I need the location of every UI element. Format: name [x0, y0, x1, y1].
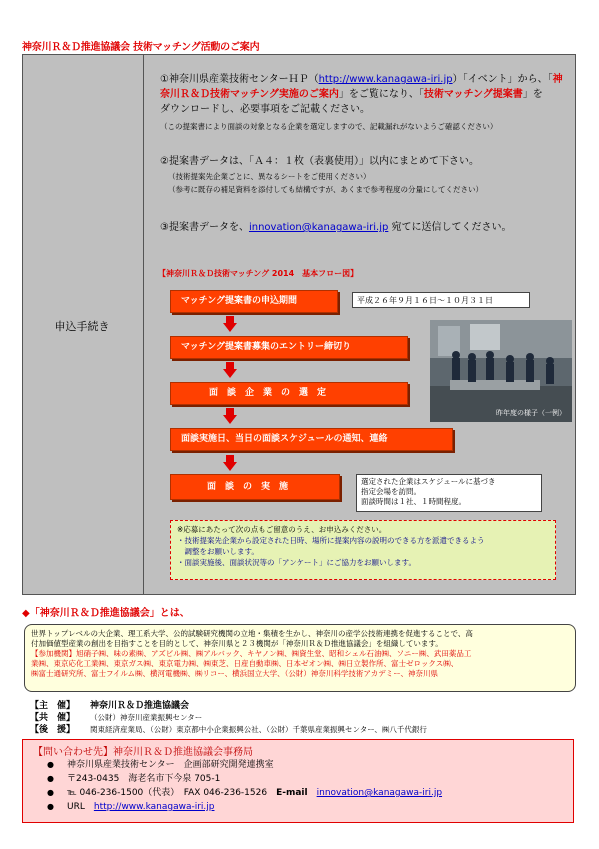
step2-note1: （技術提案先企業ごとに、異なるシートをご使用ください）: [168, 172, 371, 181]
bullet-icon: ●: [47, 774, 54, 783]
step2-note2: （参考に既存の補足資料を添付しても結構ですが、あくまで参考程度の分量にしてください）: [168, 185, 483, 194]
email-label: E-mail: [276, 788, 308, 798]
contact-address: 〒243-0435 海老名市下今泉 705-1: [67, 774, 221, 784]
down-arrow-icon: [223, 362, 237, 378]
bullet-icon: ●: [47, 760, 54, 769]
bullet-icon: ●: [47, 802, 54, 811]
flow-step-company-selection: 面 談 企 業 の 選 定: [170, 382, 408, 405]
iri-homepage-link[interactable]: http://www.kanagawa-iri.jp: [318, 74, 453, 85]
contact-email-link[interactable]: innovation@kanagawa-iri.jp: [316, 788, 443, 798]
flow-step-interview: 面 談 の 実 施: [170, 474, 340, 500]
contact-org: 神奈川県産業技術センター 企画部研究開発連携室: [67, 760, 274, 770]
notice-line: 調整をお願いします。: [177, 547, 259, 556]
support-label: 【後 援】: [30, 725, 76, 735]
step3-text-b: 宛てに送信してください。: [388, 222, 512, 233]
photo-caption: 昨年度の様子（一例）: [496, 409, 566, 417]
interview-detail-line: 指定会場を訪問。: [361, 487, 421, 496]
flow-arrow-2: [223, 362, 237, 378]
contact-title: [33, 743, 563, 758]
step1-line3: ダウンロードし、必要事項をご記載ください。: [160, 104, 370, 115]
member-list-line: ㈱富士通研究所、富士フイルム㈱、横河電機㈱、㈱リコー、横浜国立大学、（公財）神奈川科学技術アカデミー、神奈川県: [31, 669, 438, 678]
step1-line1: [160, 72, 563, 87]
contact-tel: ℡ 046-236-1500（代表） FAX 046-236-1526: [67, 788, 268, 798]
application-period-dates: 平成２６年９月１６日～１０月３１日: [352, 292, 530, 308]
url-label: URL: [67, 802, 85, 812]
contact-phone-line: [47, 786, 563, 800]
about-section-title: ◆「神奈川Ｒ＆Ｄ推進協議会」とは、: [22, 608, 190, 619]
interview-details-box: [356, 474, 542, 512]
flow-arrow-3: [223, 408, 237, 424]
step1-red-b: 奈川Ｒ＆Ｄ技術マッチング実施のご案内: [160, 89, 339, 100]
about-intro-box: [24, 624, 576, 692]
meeting-photo-image: [430, 320, 572, 422]
contact-title-label: 【問い合わせ先】: [33, 747, 113, 758]
contact-box: [22, 739, 574, 823]
flow-arrow-4: [223, 455, 237, 471]
interview-detail-line: 面談時間は１社、１時間程度。: [361, 497, 466, 506]
down-arrow-icon: [223, 316, 237, 332]
step1-text-c: 」をご覧になり、「: [338, 89, 424, 100]
host-label: 【主 催】: [30, 701, 76, 711]
page-heading: 神奈川Ｒ＆Ｄ推進協議会 技術マッチング活動のご案内: [22, 42, 260, 53]
step2-line1: ②提案書データは、「Ａ４：１枚（表裏使用）」以内にまとめて下さい。: [160, 156, 479, 167]
step1-note: （この提案書により面談の対象となる企業を選定しますので、記載漏れがないようご確認ください）: [160, 122, 498, 131]
step1-line2: [160, 87, 543, 102]
flow-step-entry-deadline: マッチング提案書募集のエントリー締切り: [170, 336, 408, 359]
notice-line: ・面談実施後、面談状況等の「アンケート」にご協力をお願いします。: [177, 558, 416, 567]
step3-text-a: ③提案書データを、: [160, 222, 249, 233]
notice-line: ・技術提案先企業から設定された日時、場所に提案内容の説明のできる方を派遣できるよう: [177, 536, 485, 545]
down-arrow-icon: [223, 408, 237, 424]
flow-title: 【神奈川Ｒ＆Ｄ技術マッチング 2014 基本フロー図】: [158, 269, 359, 278]
bullet-icon: ●: [47, 788, 54, 797]
flow-step-schedule-notice: 面談実施日、当日の面談スケジュールの通知、連絡: [170, 428, 453, 451]
down-arrow-icon: [223, 455, 237, 471]
contact-url-line: [47, 800, 563, 814]
step3-line: [160, 220, 512, 235]
step1-text-d: 」を: [522, 89, 543, 100]
step1-red-c: 技術マッチング提案書: [423, 89, 523, 100]
contact-org-line: [47, 758, 563, 772]
notice-line: ※応募にあたって次の点もご留意のうえ、お申込みください。: [177, 525, 387, 534]
step1-text-a: ①神奈川県産業技術センターＨＰ（: [160, 74, 319, 85]
flow-arrow-1: [223, 316, 237, 332]
support-value: 関東経済産業局、（公財）東京都中小企業振興公社、（公財）千葉県産業振興センター、㈱八千代銀行: [90, 725, 427, 734]
contact-title-org: 神奈川Ｒ＆Ｄ推進協議会事務局: [113, 747, 253, 758]
about-body-line: 付加価値型産業の創出を目指すことを目的として、神奈川県と２３機関が「神奈川Ｒ＆Ｄ推進協議会」を組織しています。: [31, 639, 443, 648]
interview-detail-line: 選定された企業はスケジュールに基づき: [361, 477, 496, 486]
about-body-line: 世界トップレベルの大企業、理工系大学、公的試験研究機関の立地・集積を生かし、神奈川の産学公技術連携を促進することで、高: [31, 629, 473, 638]
credits: [30, 700, 427, 736]
application-notice-box: [170, 520, 556, 580]
contact-address-line: [47, 772, 563, 786]
step1-red-a: 神: [552, 74, 563, 85]
application-procedure-label: 申込手続き: [54, 320, 110, 333]
host-value: 神奈川Ｒ＆Ｄ推進協議会: [90, 701, 190, 711]
submission-email-link[interactable]: innovation@kanagawa-iri.jp: [248, 222, 389, 233]
flow-step-application-period: マッチング提案書の申込期間: [170, 290, 338, 313]
member-list-line: 業㈱、東京応化工業㈱、東京ガス㈱、東京電力㈱、㈱東芝、日産自動車㈱、日本ゼオン㈱、㈱日立製作所、富士ゼロックス㈱、: [31, 659, 459, 668]
panel-divider: [143, 55, 144, 594]
last-year-photo: [430, 320, 572, 422]
cohost-label: 【共 催】: [30, 713, 76, 723]
member-list-line: 【参加機関】旭硝子㈱、味の素㈱、アズビル㈱、㈱アルバック、キヤノン㈱、㈱資生堂、昭和シェル石油㈱、ソニー㈱、武田薬品工: [31, 649, 472, 658]
step1-text-b: ）「イベント」から、「: [452, 74, 553, 85]
cohost-value: （公財）神奈川産業振興センター: [90, 713, 203, 722]
contact-url-link[interactable]: http://www.kanagawa-iri.jp: [93, 802, 215, 812]
